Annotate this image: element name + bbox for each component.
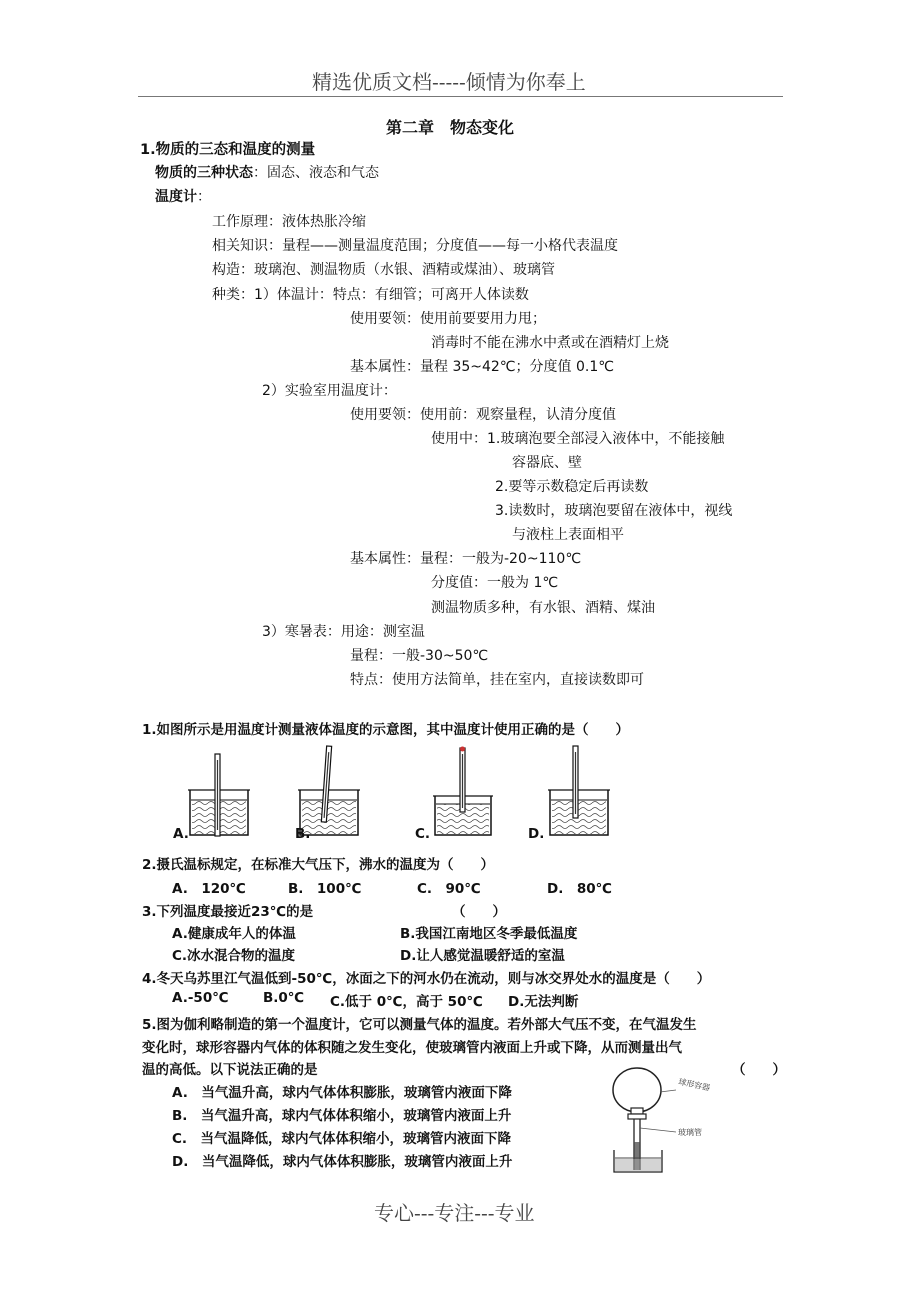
q5-option-c: C. 当气温降低，球内气体体积缩小，玻璃管内液面下降 — [172, 1131, 512, 1147]
page-header: 精选优质文档-----倾情为你奉上 — [312, 70, 586, 94]
q2-stem: 2.摄氏温标规定，在标准大气压下，沸水的温度为（ ） — [142, 857, 495, 873]
tube-label: 玻璃管 — [678, 1128, 702, 1137]
q5-option-b: B. 当气温升高，球内气体体积缩小，玻璃管内液面上升 — [172, 1108, 512, 1124]
q4-option-b: B.0℃ — [263, 990, 305, 1006]
galileo-thermometer-figure — [600, 1062, 730, 1174]
q3-paren: （ ） — [452, 904, 506, 920]
q5-option-d: D. 当气温降低，球内气体体积膨胀，玻璃管内液面上升 — [172, 1154, 513, 1170]
q1-label-d: D. — [528, 826, 545, 842]
cold-title: 3）寒暑表：用途：测室温 — [262, 624, 425, 640]
section-heading: 1.物质的三态和温度的测量 — [140, 142, 316, 158]
q3-option-d: D.让人感觉温暖舒适的室温 — [400, 948, 565, 964]
page-footer: 专心---专注---专业 — [374, 1201, 535, 1225]
beaker-b — [298, 746, 360, 835]
q1-label-b: B. — [295, 826, 311, 842]
q1-label-c: C. — [415, 826, 431, 842]
beaker-a — [188, 754, 250, 836]
clinical-usage-2: 消毒时不能在沸水中煮或在酒精灯上烧 — [431, 335, 669, 351]
q4-option-a: A.-50℃ — [172, 990, 229, 1006]
q5-option-a: A. 当气温升高，球内气体体积膨胀，玻璃管内液面下降 — [172, 1085, 512, 1101]
header-rule — [138, 96, 783, 97]
structure-line: 构造：玻璃泡、测温物质（水银、酒精或煤油）、玻璃管 — [212, 262, 555, 278]
clinical-props: 基本属性：量程 35~42℃；分度值 0.1℃ — [350, 359, 614, 375]
lab-during-3a: 3.读数时，玻璃泡要留在液体中，视线 — [495, 503, 733, 519]
clinical-usage-1: 使用要领：使用前要要用力甩； — [350, 311, 546, 327]
q4-stem: 4.冬天乌苏里江气温低到-50℃，冰面之下的河水仍在流动，则与冰交界处水的温度是（ ） — [142, 971, 711, 987]
q3-stem: 3.下列温度最接近23℃的是 — [142, 904, 314, 920]
knowledge-line: 相关知识：量程——测量温度范围；分度值——每一小格代表温度 — [212, 238, 618, 254]
q2-option-b: B. 100℃ — [288, 881, 362, 897]
q5-stem-line2: 变化时，球形容器内气体的体积随之发生变化，使玻璃管内液面上升或下降，从而测量出气 — [142, 1040, 682, 1056]
lab-props-division: 分度值：一般为 1℃ — [431, 575, 559, 591]
q1-stem: 1.如图所示是用温度计测量液体温度的示意图，其中温度计使用正确的是（ ） — [142, 722, 630, 738]
q1-label-a: A. — [173, 826, 189, 842]
q3-option-a: A.健康成年人的体温 — [172, 926, 296, 942]
q2-option-a: A. 120℃ — [172, 881, 246, 897]
types-line: 种类：1）体温计：特点：有细管；可离开人体读数 — [212, 287, 529, 303]
lab-title: 2）实验室用温度计： — [262, 383, 397, 399]
cold-range: 量程：一般-30~50℃ — [350, 648, 489, 664]
beaker-c — [433, 747, 493, 836]
q5-paren: （ ） — [732, 1062, 786, 1078]
q2-option-c: C. 90℃ — [417, 881, 481, 897]
lab-during-3b: 与液柱上表面相平 — [512, 527, 624, 543]
bulb-label: 球形容器 — [677, 1077, 711, 1093]
lab-during-1a: 使用中：1.玻璃泡要全部浸入液体中，不能接触 — [431, 431, 725, 447]
states-line: 物质的三种状态：固态、液态和气态 — [155, 165, 379, 181]
q4-option-c: C.低于 0℃，高于 50℃ — [330, 994, 483, 1010]
q5-stem-line1: 5.图为伽利略制造的第一个温度计，它可以测量气体的温度。若外部大气压不变，在气温发生 — [142, 1017, 697, 1033]
lab-during-1b: 容器底、壁 — [512, 455, 582, 471]
chapter-title: 第二章 物态变化 — [386, 118, 515, 137]
lab-props-substance: 测温物质多种，有水银、酒精、煤油 — [431, 600, 655, 616]
lab-props-range: 基本属性：量程：一般为-20~110℃ — [350, 551, 582, 567]
thermometer-label: 温度计： — [155, 189, 211, 205]
q5-stem-line3: 温的高低。以下说法正确的是 — [142, 1062, 318, 1078]
q4-option-d: D.无法判断 — [508, 994, 579, 1010]
lab-usage-before: 使用要领：使用前：观察量程，认清分度值 — [350, 407, 616, 423]
q2-option-d: D. 80℃ — [547, 881, 612, 897]
q3-option-c: C.冰水混合物的温度 — [172, 948, 296, 964]
principle-line: 工作原理：液体热胀冷缩 — [212, 214, 366, 230]
cold-feature: 特点：使用方法简单，挂在室内，直接读数即可 — [350, 672, 644, 688]
lab-during-2: 2.要等示数稳定后再读数 — [495, 479, 649, 495]
q3-option-b: B.我国江南地区冬季最低温度 — [400, 926, 578, 942]
beaker-d — [548, 746, 610, 835]
